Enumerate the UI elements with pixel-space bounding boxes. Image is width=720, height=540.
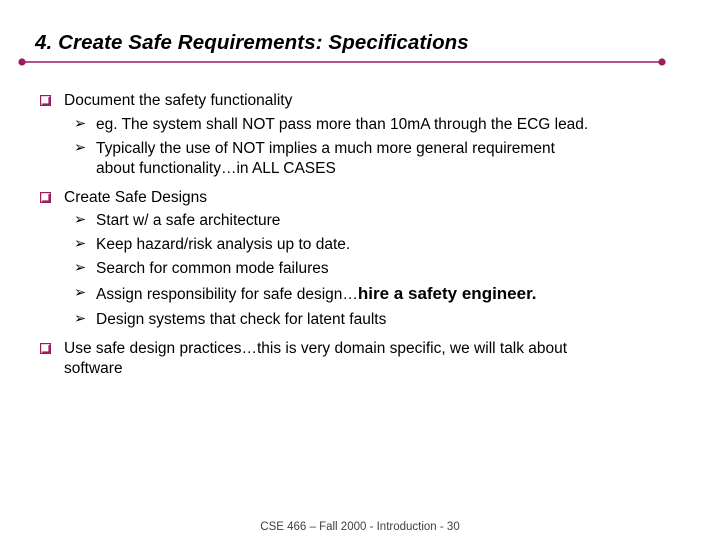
arrow-bullet-icon: ➢ [74, 116, 87, 132]
sub-bullet-item [74, 139, 555, 158]
bullet-continuation [64, 359, 123, 378]
checkbox-bullet-icon [40, 192, 51, 203]
arrow-bullet-icon: ➢ [74, 285, 87, 301]
sub-bullet-text: Assign responsibility for safe design… [96, 286, 358, 303]
bullet-text: Create Safe Designs [64, 189, 208, 206]
arrow-bullet-icon: ➢ [74, 260, 87, 276]
checkbox-bullet-icon [40, 343, 51, 354]
rule-right-dot [658, 58, 665, 65]
arrow-bullet-icon: ➢ [74, 311, 87, 327]
sub-bullet-text: about functionality…in ALL CASES [96, 160, 336, 177]
bullet-item [64, 188, 207, 207]
sub-bullet-text: eg. The system shall NOT pass more than 10mA through the ECG lead. [96, 116, 589, 133]
sub-bullet-item [74, 284, 537, 304]
bullet-item [64, 339, 567, 358]
bullet-text: Use safe design practices…this is very domain specific, we will talk about [64, 340, 568, 357]
sub-bullet-text: Typically the use of NOT implies a much more general requirement [96, 140, 555, 157]
emphasis-text: hire a safety engineer. [357, 284, 537, 303]
arrow-bullet-icon: ➢ [74, 140, 87, 156]
bullet-item [64, 91, 292, 110]
slide-footer: CSE 466 – Fall 2000 - Introduction - 30 [260, 521, 460, 533]
arrow-bullet-icon: ➢ [74, 236, 87, 252]
bullet-text: software [64, 360, 123, 377]
sub-bullet-text: Search for common mode failures [96, 260, 329, 277]
sub-bullet-item [74, 310, 387, 329]
sub-bullet-text: Start w/ a safe architecture [96, 212, 281, 229]
arrow-bullet-icon: ➢ [74, 212, 87, 228]
slide-title: 4. Create Safe Requirements: Specifications [35, 31, 469, 54]
bullet-text: Document the safety functionality [64, 92, 293, 109]
sub-bullet-item [74, 259, 329, 278]
title-underline [18, 58, 666, 66]
checkbox-bullet-icon [40, 95, 51, 106]
sub-bullet-item [74, 115, 589, 134]
sub-bullet-text: Keep hazard/risk analysis up to date. [96, 236, 351, 253]
sub-bullet-continuation [96, 159, 336, 178]
sub-bullet-text: Design systems that check for latent faults [96, 311, 387, 328]
sub-bullet-item [74, 235, 351, 254]
sub-bullet-item [74, 211, 281, 230]
